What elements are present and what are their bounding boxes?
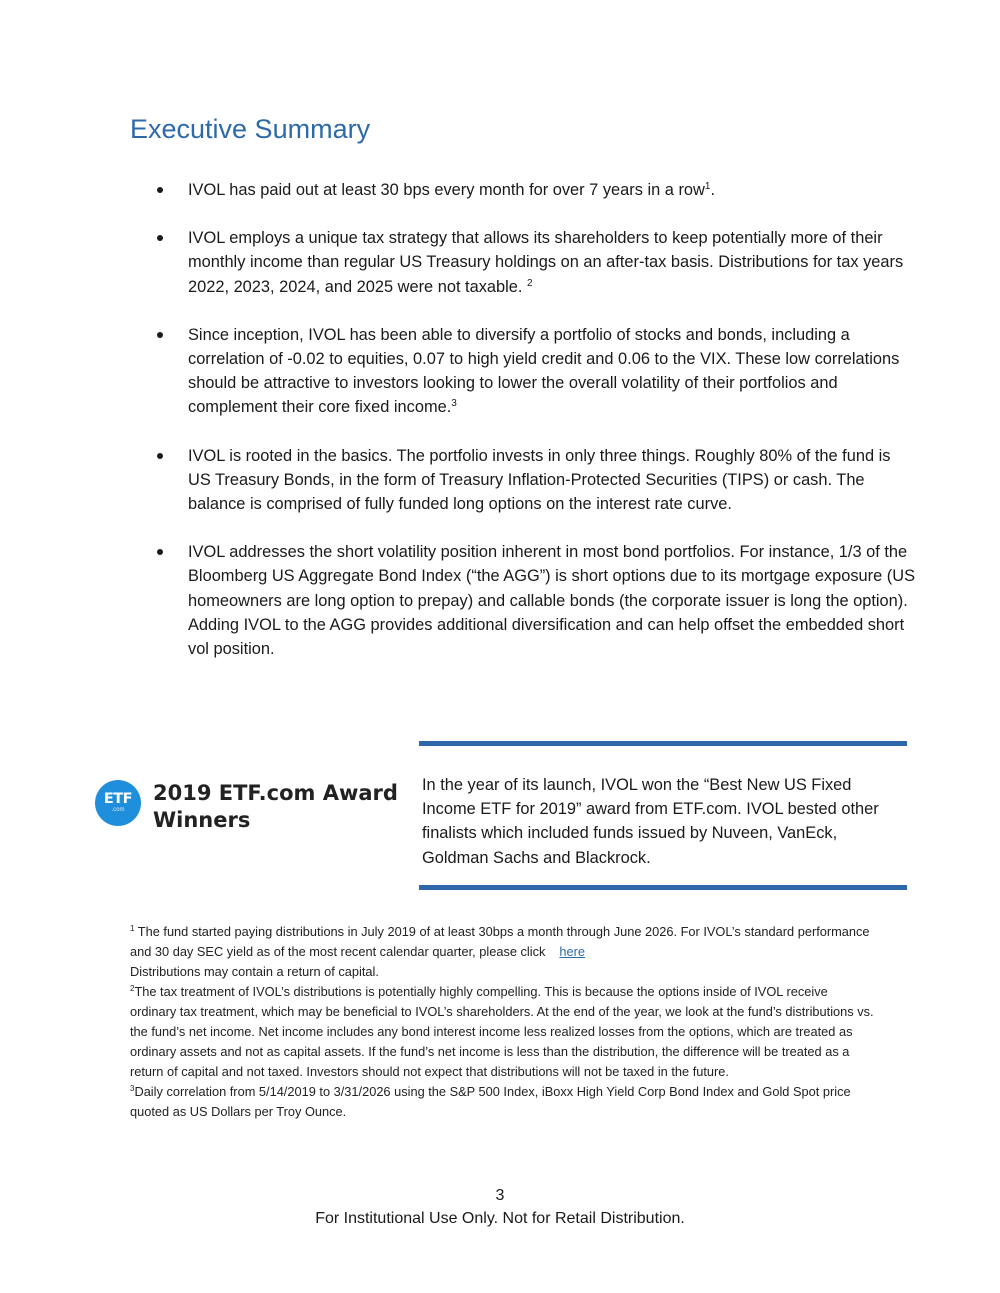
- footnote-text: Daily correlation from 5/14/2019 to 3/31/2026 using the S&P 500 Index, iBoxx High Yield Corp Bond Index and Gold Spot price quoted as US Dollars per Troy Ounce.: [130, 1084, 851, 1119]
- footer-disclaimer: For Institutional Use Only. Not for Retail Distribution.: [315, 1210, 685, 1227]
- footnote-marker: 2: [130, 984, 135, 993]
- summary-bullet-list: [188, 178, 916, 685]
- summary-bullet: [188, 178, 916, 202]
- award-logo: [95, 778, 405, 836]
- footnote-1: [130, 922, 875, 962]
- footnote-1-note: Distributions may contain a return of capital.: [130, 964, 379, 979]
- bullet-text: IVOL is rooted in the basics. The portfolio invests in only three things. Roughly 80% of the fund is US Treasury Bonds, in the form of Treasury Inflation-Protected Securities (TIPS) or cash. The balance is comprised of fully funded long options on the interest rate curve.: [188, 446, 891, 514]
- award-callout: [419, 741, 907, 890]
- footnote-ref: 1: [704, 181, 711, 192]
- footnote-ref: 3: [451, 398, 457, 410]
- bullet-tail: .: [710, 181, 716, 199]
- page-title: Executive Summary: [130, 114, 371, 144]
- summary-bullet: [188, 540, 916, 661]
- award-callout-text: In the year of its launch, IVOL won the “Best New US Fixed Income ETF for 2019” award from ETF.com. IVOL bested other finalists which included funds issued by Nuveen, VanEck, Goldman Sachs and Blackrock.: [422, 776, 879, 867]
- footnote-marker: 1: [130, 924, 135, 933]
- page-number: 3: [495, 1187, 505, 1204]
- footnote-2: [130, 982, 875, 1082]
- bullet-text: IVOL addresses the short volatility position inherent in most bond portfolios. For instance, 1/3 of the Bloomberg US Aggregate Bond Index (“the AGG”) is short options due to its mortgage exposure (US homeowners are long option to prepay) and callable bonds (the corporate issuer is long the option). Adding IVOL to the AGG provides additional diversification and can help offset the embedded short vol position.: [188, 543, 916, 659]
- footnote-marker: 3: [130, 1084, 135, 1093]
- summary-bullet: [188, 226, 916, 299]
- here-link[interactable]: here: [559, 944, 586, 959]
- summary-bullet: [188, 444, 916, 517]
- footnote-text: The fund started paying distributions in July 2019 of at least 30bps a month through June 2026. For IVOL’s standard performance and 30 day SEC yield as of the most recent calendar quarter, please click: [130, 924, 870, 959]
- award-title: 2019 ETF.com Award Winners: [153, 781, 398, 832]
- footnote-text: The tax treatment of IVOL’s distributions is potentially highly compelling. This is because the options inside of IVOL receive ordinary tax treatment, which may be beneficial to IVOL’s shareholders. At the end of the year, we look at the fund’s distributions vs. the fund’s net income. Net income includes any bond interest income less realized losses from the options, which are treated as ordinary assets and not as capital assets. If the fund’s net income is less than the distribution, the difference will be treated as a return of capital and not taxed. Investors should not expect that distributions will not be taxed in the future.: [130, 984, 874, 1079]
- etf-logo-subtext: .com: [111, 807, 125, 813]
- summary-bullet: [188, 323, 916, 420]
- bullet-text: IVOL employs a unique tax strategy that allows its shareholders to keep potentially more of their monthly income than regular US Treasury holdings on an after-tax basis. Distributions for tax years 2022, 2023, 2024, and 2025 were not taxable.: [188, 229, 904, 296]
- footnote-3: [130, 1082, 875, 1122]
- bullet-text: IVOL has paid out at least 30 bps every month for over 7 years in a row: [188, 181, 705, 199]
- bullet-text: Since inception, IVOL has been able to diversify a portfolio of stocks and bonds, including a correlation of -0.02 to equities, 0.07 to high yield credit and 0.06 to the VIX. These low correlations should be attractive to investors looking to lower the overall volatility of their portfolios and complement their core fixed income.: [188, 325, 900, 417]
- etf-logo-icon: [95, 780, 141, 826]
- footnotes: [130, 922, 875, 1122]
- etf-logo-text: ETF: [103, 791, 133, 807]
- footnote-ref: 2: [527, 277, 533, 289]
